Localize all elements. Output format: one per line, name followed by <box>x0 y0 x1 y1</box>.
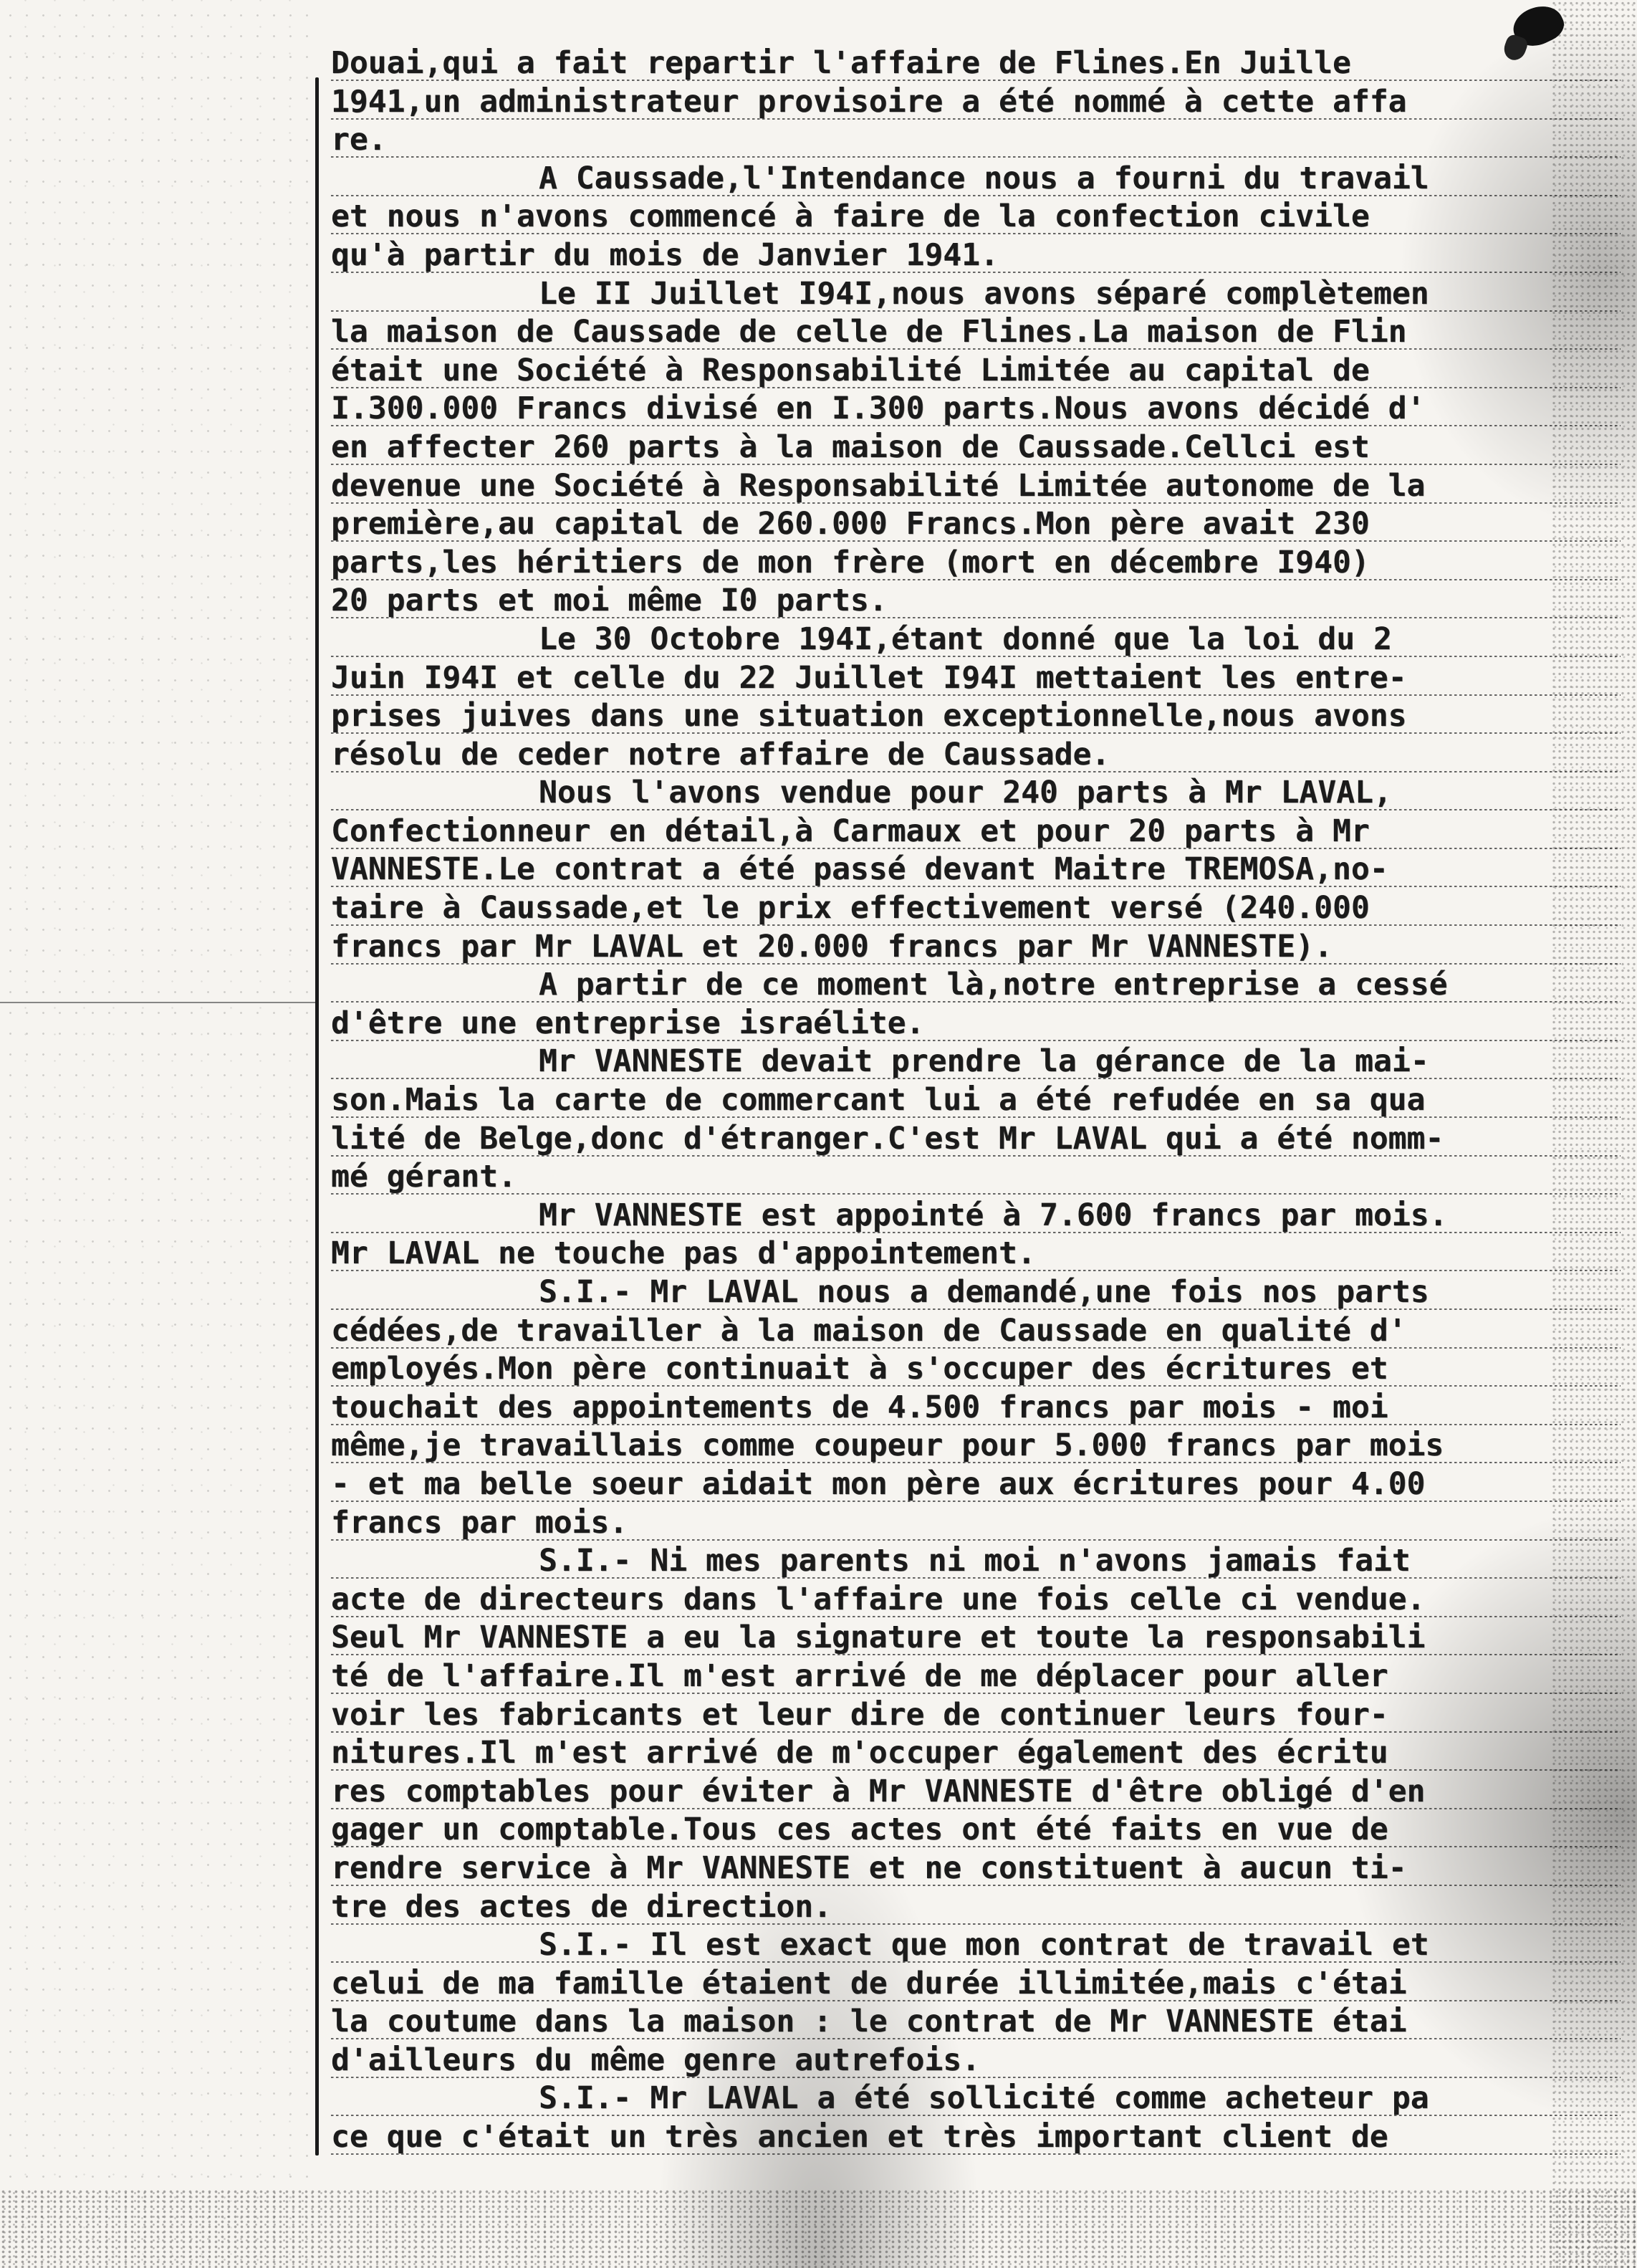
text-line: I.300.000 Francs divisé en I.300 parts.Nous avons décidé d' <box>331 390 1621 429</box>
text-line: Seul Mr VANNESTE a eu la signature et toute la responsabili <box>331 1619 1621 1657</box>
text-line: Le II Juillet I94I,nous avons séparé complètemen <box>331 275 1621 314</box>
text-line: employés.Mon père continuait à s'occuper des écritures et <box>331 1350 1621 1389</box>
text-line: qu'à partir du mois de Janvier 1941. <box>331 236 1621 275</box>
text-line: voir les fabricants et leur dire de continuer leurs four- <box>331 1696 1621 1735</box>
text-line: Nous l'avons vendue pour 240 parts à Mr LAVAL, <box>331 774 1621 813</box>
text-line: touchait des appointements de 4.500 francs par mois - moi <box>331 1389 1621 1427</box>
text-line: S.I.- Mr LAVAL a été sollicité comme acheteur pa <box>331 2080 1621 2118</box>
text-line: res comptables pour éviter à Mr VANNESTE d'être obligé d'en <box>331 1773 1621 1812</box>
text-line: S.I.- Mr LAVAL nous a demandé,une fois nos parts <box>331 1273 1621 1312</box>
text-line: 20 parts et moi même I0 parts. <box>331 582 1621 621</box>
text-line: Mr VANNESTE est appointé à 7.600 francs par mois. <box>331 1197 1621 1235</box>
text-line: la coutume dans la maison : le contrat de Mr VANNESTE étai <box>331 2003 1621 2042</box>
text-line: A Caussade,l'Intendance nous a fourni du travail <box>331 160 1621 198</box>
text-line: parts,les héritiers de mon frère (mort en décembre I940) <box>331 544 1621 583</box>
stray-scan-line <box>0 1002 315 1003</box>
scan-speckle-left <box>0 0 308 2268</box>
text-line: taire à Caussade,et le prix effectivement versé (240.000 <box>331 889 1621 928</box>
text-line: devenue une Société à Responsabilité Limitée autonome de la <box>331 467 1621 506</box>
text-line: Juin I94I et celle du 22 Juillet I94I mettaient les entre- <box>331 659 1621 698</box>
text-line: ce que c'était un très ancien et très important client de <box>331 2118 1621 2157</box>
text-line: re. <box>331 121 1621 160</box>
text-line: d'être une entreprise israélite. <box>331 1005 1621 1043</box>
text-line: son.Mais la carte de commercant lui a été refudée en sa qua <box>331 1081 1621 1120</box>
text-line: la maison de Caussade de celle de Flines.La maison de Flin <box>331 313 1621 352</box>
text-line: acte de directeurs dans l'affaire une fois celle ci vendue. <box>331 1581 1621 1619</box>
text-line: résolu de ceder notre affaire de Caussade. <box>331 736 1621 775</box>
text-line: était une Société à Responsabilité Limitée au capital de <box>331 352 1621 391</box>
text-line: Le 30 Octobre 194I,étant donné que la loi du 2 <box>331 621 1621 659</box>
text-line: celui de ma famille étaient de durée illimitée,mais c'étai <box>331 1965 1621 2004</box>
text-line: cédées,de travailler à la maison de Caussade en qualité d' <box>331 1312 1621 1351</box>
text-line: et nous n'avons commencé à faire de la confection civile <box>331 198 1621 236</box>
text-line: francs par mois. <box>331 1504 1621 1543</box>
text-line: A partir de ce moment là,notre entreprise a cessé <box>331 966 1621 1005</box>
text-line: tre des actes de direction. <box>331 1888 1621 1927</box>
margin-rule <box>315 77 319 2155</box>
text-line: en affecter 260 parts à la maison de Caussade.Cellci est <box>331 429 1621 467</box>
text-line: première,au capital de 260.000 Francs.Mon père avait 230 <box>331 505 1621 544</box>
typed-text-block <box>331 44 1621 2223</box>
text-line: Mr LAVAL ne touche pas d'appointement. <box>331 1235 1621 1273</box>
text-line: 1941,un administrateur provisoire a été nommé à cette affa <box>331 83 1621 122</box>
text-line: mé gérant. <box>331 1158 1621 1197</box>
text-line: té de l'affaire.Il m'est arrivé de me déplacer pour aller <box>331 1657 1621 1696</box>
text-line: lité de Belge,donc d'étranger.C'est Mr LAVAL qui a été nomm- <box>331 1120 1621 1159</box>
text-line: S.I.- Ni mes parents ni moi n'avons jamais fait <box>331 1542 1621 1581</box>
text-line: gager un comptable.Tous ces actes ont été faits en vue de <box>331 1811 1621 1850</box>
text-line: nitures.Il m'est arrivé de m'occuper également des écritu <box>331 1734 1621 1773</box>
text-line: francs par Mr LAVAL et 20.000 francs par Mr VANNESTE). <box>331 928 1621 967</box>
text-line: Mr VANNESTE devait prendre la gérance de la mai- <box>331 1043 1621 1081</box>
text-line: Confectionneur en détail,à Carmaux et pour 20 parts à Mr <box>331 813 1621 851</box>
text-line: VANNESTE.Le contrat a été passé devant Maitre TREMOSA,no- <box>331 851 1621 889</box>
text-line: même,je travaillais comme coupeur pour 5.000 francs par mois <box>331 1427 1621 1465</box>
text-line: prises juives dans une situation exceptionnelle,nous avons <box>331 697 1621 736</box>
text-line: d'ailleurs du même genre autrefois. <box>331 2042 1621 2080</box>
text-line: rendre service à Mr VANNESTE et ne constituent à aucun ti- <box>331 1850 1621 1888</box>
text-line: Douai,qui a fait repartir l'affaire de Flines.En Juille <box>331 44 1621 83</box>
text-line: - et ma belle soeur aidait mon père aux écritures pour 4.00 <box>331 1465 1621 1504</box>
text-line: S.I.- Il est exact que mon contrat de travail et <box>331 1926 1621 1965</box>
